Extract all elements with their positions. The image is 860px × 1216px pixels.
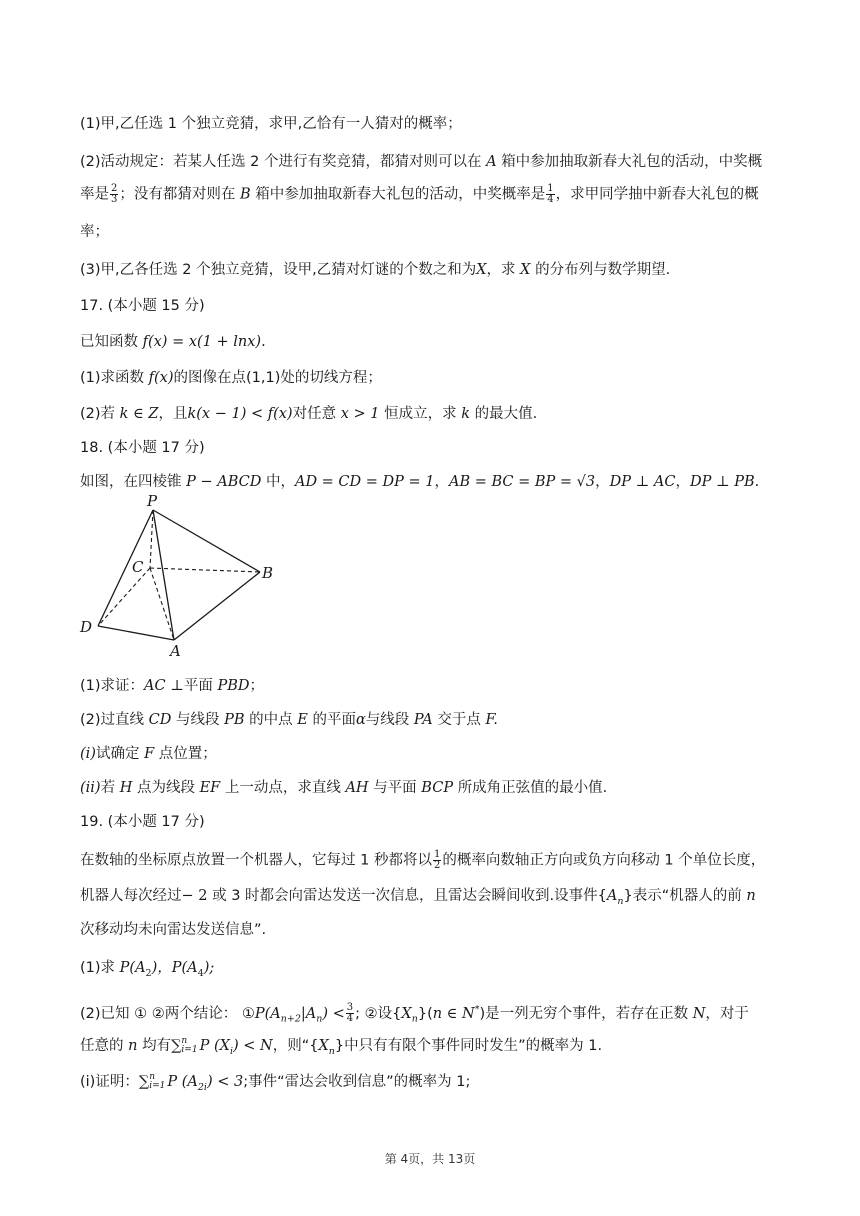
fraction-3-4: $\frac{3}{4}$ (346, 1002, 354, 1025)
sum-limits: n i=1 (149, 1072, 166, 1091)
pyramid-figure (78, 494, 288, 660)
q19-part2-i: (ⅰ)证明：∑ n i=1 P $(A_{2i}) < 3$;事件“雷达会收到信息”的概率为 1; (80, 1072, 471, 1093)
edge-pa (153, 510, 174, 640)
edge-pc (150, 510, 153, 568)
q17-part2: (2)若 k ∈ Z，且k(x − 1) < f(x)对任意 x > 1 恒成立，求 k 的最大值. (80, 406, 538, 422)
sum-symbol: ∑ (138, 1074, 150, 1090)
label-b: B (262, 564, 274, 582)
label-d: D (80, 618, 93, 636)
edge-da (98, 626, 174, 640)
q18-part2: (2)过直线 CD 与线段 PB 的中点 E 的平面α与线段 PA 交于点 F. (80, 712, 498, 728)
edge-pb (153, 510, 260, 572)
q17-stem: 已知函数 f(x) = x(1 + lnx). (80, 334, 266, 350)
q18-part2-i: (i)试确定 F 点位置； (80, 746, 217, 762)
edge-cd (98, 568, 150, 626)
edge-cb (150, 568, 260, 572)
edge-pd (98, 510, 153, 626)
q19-part2-line2: 任意的 n 均有∑ n i=1 P $(X_i) < N$，则“$\{X_n\}$中只有有限个事件同时发生”的概率为 1. (80, 1036, 603, 1057)
page-footer: 第 4页，共 13页 (384, 1152, 476, 1166)
q16-part1: (1)甲,乙任选 1 个独立竞猜，求甲,乙恰有一人猜对的概率； (80, 116, 462, 132)
edge-ca (150, 568, 174, 640)
q19-stem-line1: 在数轴的坐标原点放置一个机器人，它每过 1 秒都将以 $\frac{1}{2}$ 的概率向数轴正方向或负方向移动 1 个单位长度， (80, 849, 766, 871)
sum-symbol: ∑ (171, 1038, 182, 1054)
sum-limits: n i=1 (181, 1036, 198, 1055)
q16-part2-line3: 率； (80, 224, 109, 240)
q19-part1: (1)求 $P(A_2)$，$P(A_4)$; (80, 960, 215, 979)
fraction-2-3: $\frac{2}{3}$ (111, 183, 118, 205)
fraction-1-4: $\frac{1}{4}$ (547, 183, 554, 205)
q19-stem-line3: 次移动均未向雷达发送信息”. (80, 922, 267, 938)
label-c: C (132, 558, 144, 576)
label-a: A (170, 642, 181, 660)
q18-part2-ii: (ii)若 H 点为线段 EF 上一动点，求直线 AH 与平面 BCP 所成角正弦值的最小值. (80, 780, 608, 796)
label-p: P (147, 494, 158, 510)
q19-stem-line2: 机器人每次经过− 2 或 3 时都会向雷达发送一次信息，且雷达会瞬间收到.设事件$\{A_n\}$表示“机器人的前 n (80, 888, 756, 907)
q16-part2-line2: 率是 $\frac{2}{3}$ ；没有都猜对则在 B 箱中参加抽取新春大礼包的活动，中奖概率是 $\frac{1}{4}$ ，求甲同学抽中新春大礼包的概 (80, 183, 759, 205)
fraction-1-2: $\frac{1}{2}$ (433, 849, 441, 871)
q18-stem: 如图，在四棱锥 P − ABCD 中，AD = CD = DP = 1，AB = BC = BP = √3，DP ⊥ AC，DP ⊥ PB. (80, 474, 760, 490)
q19-header: 19. (本小题 17 分) (80, 814, 205, 830)
edge-ab (174, 572, 260, 640)
q16-part2-line1: (2)活动规定：若某人任选 2 个进行有奖竞猜，都猜对则可以在 A 箱中参加抽取新春大礼包的活动，中奖概 (80, 154, 763, 170)
q18-header: 18. (本小题 17 分) (80, 440, 205, 456)
q17-part1: (1)求函数 f(x)的图像在点(1,1)处的切线方程； (80, 370, 382, 386)
q19-part2-line1: (2)已知 ① ②两个结论： $①P(A_{n+2}|A_n)$ < $\frac{3}{4}$ ; ②设$\{X_n\}(n$ ∈ N*)是一列无穷个事件，若存在正数 N，对于 (80, 1002, 749, 1025)
q16-part3: (3)甲,乙各任选 2 个独立竞猜，设甲,乙猜对灯谜的个数之和为X，求 X 的分布列与数学期望. (80, 262, 671, 278)
q18-part1: (1)求证：AC ⊥平面 PBD； (80, 678, 265, 694)
q17-header: 17. (本小题 15 分) (80, 298, 205, 314)
